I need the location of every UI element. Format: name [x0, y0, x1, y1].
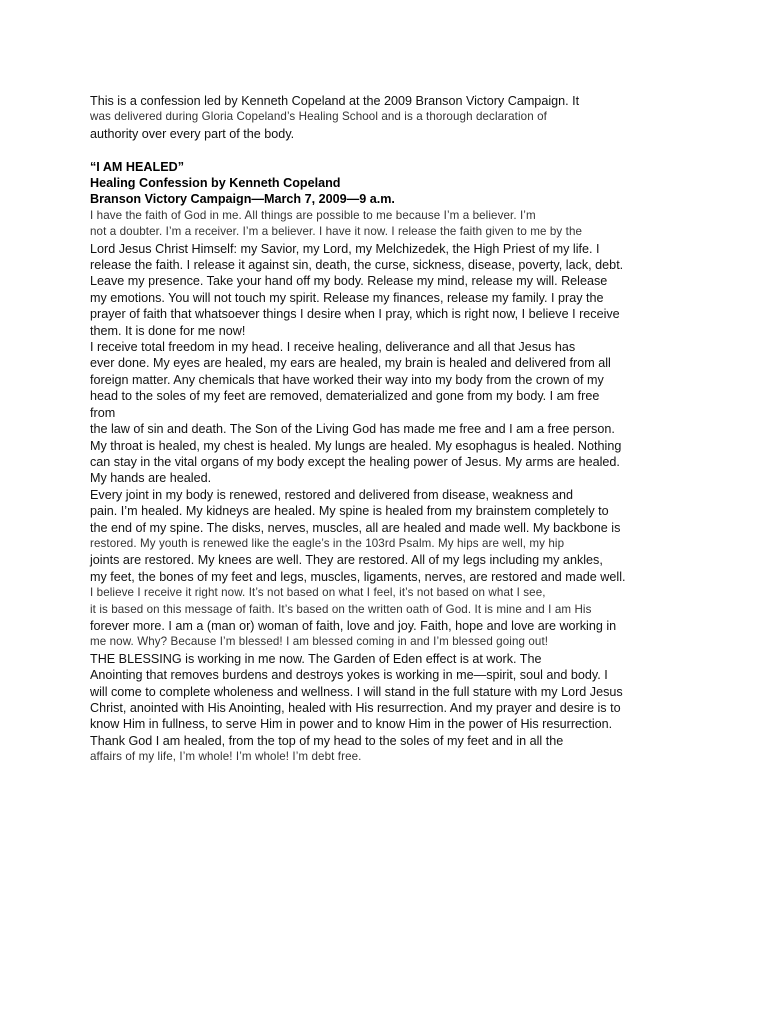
- body-line: my feet, the bones of my feet and legs, muscles, ligaments, nerves, are restored and made well.: [90, 569, 626, 584]
- body-line: prayer of faith that whatsoever things I desire when I pray, which is right now, I believe I receive: [90, 307, 620, 322]
- body-line: My hands are healed.: [90, 471, 212, 486]
- body-line: know Him in fullness, to serve Him in power and to know Him in the power of His resurrection.: [90, 717, 613, 732]
- body-line: THE BLESSING is working in me now. The Garden of Eden effect is at work. The: [90, 651, 542, 666]
- body-line: I believe I receive it right now. It’s not based on what I feel, it’s not based on what I see,: [90, 586, 546, 600]
- body-line: them. It is done for me now!: [90, 323, 246, 338]
- body-line: Lord Jesus Christ Himself: my Savior, my Lord, my Melchizedek, the High Priest of my life. I: [90, 241, 600, 256]
- body-line: me now. Why? Because I’m blessed! I am blessed coming in and I’m blessed going out!: [90, 635, 549, 649]
- body-line: foreign matter. Any chemicals that have worked their way into my body from the crown of my: [90, 372, 604, 387]
- body-line: the end of my spine. The disks, nerves, muscles, all are healed and made well. My backbone is: [90, 520, 621, 535]
- body-line: My throat is healed, my chest is healed. My lungs are healed. My esophagus is healed. Nothing: [90, 438, 622, 453]
- confession-subtitle: Healing Confession by Kenneth Copeland: [90, 176, 341, 191]
- body-line: I have the faith of God in me. All things are possible to me because I’m a believer. I’m: [90, 208, 536, 222]
- intro-line: This is a confession led by Kenneth Copeland at the 2009 Branson Victory Campaign. It: [90, 94, 580, 108]
- body-line: can stay in the vital organs of my body except the healing power of Jesus. My arms are healed.: [90, 454, 620, 469]
- body-line: pain. I’m healed. My kidneys are healed. My spine is healed from my brainstem completely to: [90, 504, 609, 519]
- body-line: the law of sin and death. The Son of the Living God has made me free and I am a free person.: [90, 422, 615, 437]
- confession-event: Branson Victory Campaign—March 7, 2009—9 a.m.: [90, 192, 395, 207]
- body-line: ever done. My eyes are healed, my ears are healed, my brain is healed and delivered from all: [90, 356, 611, 371]
- body-line: release the faith. I release it against sin, death, the curse, sickness, disease, poverty, lack, debt.: [90, 258, 624, 273]
- body-line: I receive total freedom in my head. I receive healing, deliverance and all that Jesus has: [90, 340, 576, 355]
- body-line: forever more. I am a (man or) woman of faith, love and joy. Faith, hope and love are working in: [90, 618, 617, 633]
- body-line: not a doubter. I’m a receiver. I’m a believer. I have it now. I release the faith given to me by the: [90, 225, 583, 239]
- document-content: [90, 93, 690, 766]
- intro-paragraph: [90, 93, 690, 142]
- confession-body: [90, 208, 690, 766]
- body-line: my emotions. You will not touch my spirit. Release my finances, release my family. I pray the: [90, 290, 604, 305]
- body-line: Thank God I am healed, from the top of my head to the soles of my feet and in all the: [90, 733, 564, 748]
- intro-line: authority over every part of the body.: [90, 126, 295, 141]
- confession-title: “I AM HEALED”: [90, 159, 184, 174]
- body-line: joints are restored. My knees are well. They are restored. All of my legs including my ankles,: [90, 553, 603, 568]
- intro-line: was delivered during Gloria Copeland’s Healing School and is a thorough declaration of: [90, 110, 547, 124]
- body-line: Christ, anointed with His Anointing, healed with His resurrection. And my prayer and desire is to: [90, 701, 621, 716]
- body-line: Anointing that removes burdens and destroys yokes is working in me—spirit, soul and body. I: [90, 668, 608, 683]
- body-line: from: [90, 405, 116, 420]
- body-line: head to the soles of my feet are removed, dematerialized and gone from my body. I am free: [90, 389, 600, 404]
- body-line: will come to complete wholeness and wellness. I will stand in the full stature with my Lord Jesus: [90, 684, 623, 699]
- body-line: Every joint in my body is renewed, restored and delivered from disease, weakness and: [90, 487, 574, 502]
- body-line: it is based on this message of faith. It’s based on the written oath of God. It is mine and I am His: [90, 602, 592, 616]
- body-line: affairs of my life, I’m whole! I’m whole! I’m debt free.: [90, 750, 362, 764]
- body-line: restored. My youth is renewed like the eagle’s in the 103rd Psalm. My hips are well, my hip: [90, 536, 565, 550]
- heading-block: [90, 159, 690, 208]
- paragraph-gap: [90, 142, 690, 158]
- body-line: Leave my presence. Take your hand off my body. Release my mind, release my will. Release: [90, 274, 608, 289]
